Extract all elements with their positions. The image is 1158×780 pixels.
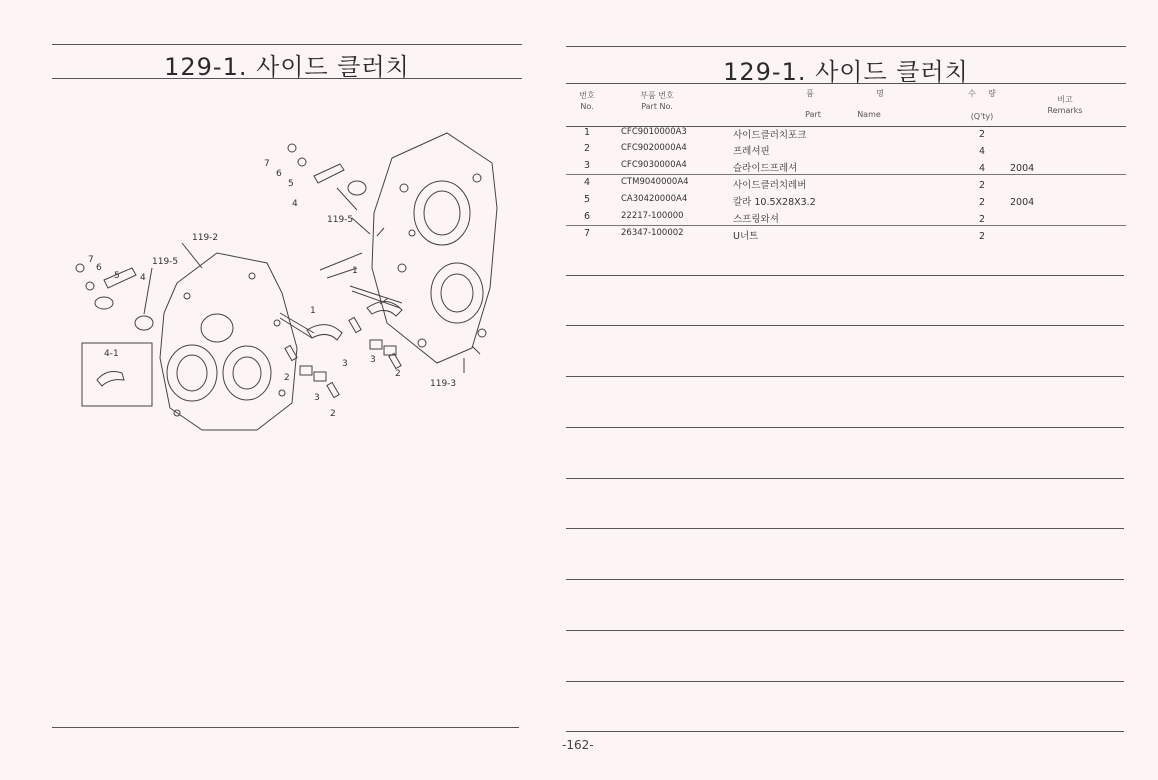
left-title-top-rule	[52, 44, 522, 45]
header-no-en: No.	[580, 102, 594, 111]
ruled-line	[566, 325, 1124, 326]
header-qty-en: (Q'ty)	[970, 112, 994, 121]
callout-7-a: 7	[88, 255, 94, 265]
row-part-no: CFC9010000A3	[621, 127, 687, 137]
row-no: 3	[584, 160, 591, 171]
row-qty: 2	[979, 129, 986, 140]
row-qty: 2	[979, 197, 986, 208]
page-number: -162-	[562, 738, 594, 752]
callout-119-5-right: 119-5	[327, 215, 354, 225]
right-title-bottom-rule	[566, 83, 1126, 84]
row-part-no: CFC9020000A4	[621, 143, 687, 153]
callout-3-c: 3	[342, 359, 348, 369]
callout-119-2: 119-2	[192, 233, 219, 243]
right-title-top-rule	[566, 46, 1126, 47]
callout-4-b: 4	[292, 199, 298, 209]
row-no: 1	[584, 127, 591, 138]
ruled-line	[566, 681, 1124, 682]
exploded-parts-diagram	[52, 118, 522, 448]
row-part-no: CTM9040000A4	[621, 177, 689, 187]
ruled-line	[566, 478, 1124, 479]
callout-119-3: 119-3	[430, 379, 457, 389]
callout-7-b: 7	[264, 159, 270, 169]
row-no: 6	[584, 211, 591, 222]
row-name: 사이드클러치레버	[733, 180, 807, 191]
row-qty: 2	[979, 231, 986, 242]
ruled-line	[566, 630, 1124, 631]
callout-1-b: 1	[352, 266, 358, 276]
row-qty: 4	[979, 163, 986, 174]
header-part-no-en: Part No.	[641, 102, 673, 111]
ruled-line	[566, 579, 1124, 580]
row-group-rule	[566, 174, 1126, 175]
row-name: 프레셔핀	[733, 146, 770, 157]
housing-119-2	[160, 253, 297, 430]
ruled-line	[566, 528, 1124, 529]
callout-3-b: 3	[370, 355, 376, 365]
callout-1-a: 1	[310, 306, 316, 316]
callout-2-c: 2	[395, 369, 401, 379]
ruled-line	[566, 275, 1124, 276]
left-title-bottom-rule	[52, 78, 522, 79]
callout-5-b: 5	[288, 179, 294, 189]
row-remarks: 2004	[1010, 163, 1035, 174]
ruled-line	[566, 376, 1124, 377]
header-name-en-1: Part	[805, 110, 821, 119]
row-remarks: 2004	[1010, 197, 1035, 208]
row-group-rule	[566, 225, 1126, 226]
header-name-ko-2: 명	[876, 89, 884, 98]
header-qty-ko-2: 량	[988, 89, 996, 98]
header-remarks-ko: 비고	[1057, 95, 1073, 104]
callout-6-a: 6	[96, 263, 102, 273]
row-no: 7	[584, 228, 591, 239]
left-page-title: 129-1. 사이드 클러치	[164, 53, 410, 81]
row-part-no: 22217-100000	[621, 211, 684, 221]
callout-5-a: 5	[114, 271, 120, 281]
row-part-no: 26347-100002	[621, 228, 684, 238]
row-name: 슬라이드프레셔	[733, 163, 798, 174]
row-no: 4	[584, 177, 591, 188]
header-no-ko: 번호	[579, 91, 595, 100]
header-name-en-2: Name	[857, 110, 881, 119]
row-name: 스프링와셔	[733, 214, 779, 225]
header-name-ko-1: 품	[806, 89, 814, 98]
ruled-line	[566, 731, 1124, 732]
header-qty-ko-1: 수	[968, 89, 976, 98]
housing-119-3	[372, 133, 497, 363]
row-qty: 2	[979, 180, 986, 191]
row-qty: 4	[979, 146, 986, 157]
row-name: 사이드클러치포크	[733, 130, 807, 141]
row-qty: 2	[979, 214, 986, 225]
callout-3-a: 3	[314, 393, 320, 403]
row-part-no: CFC9030000A4	[621, 160, 687, 170]
row-part-no: CA30420000A4	[621, 194, 688, 204]
callout-4-a: 4	[140, 273, 146, 283]
header-part-no-ko: 부품 번호	[640, 91, 674, 100]
callout-2-a: 2	[284, 373, 290, 383]
header-remarks-en: Remarks	[1047, 106, 1083, 115]
callout-2-b: 2	[330, 409, 336, 419]
row-name: 칼라 10.5X28X3.2	[733, 197, 816, 208]
ruled-line	[566, 427, 1124, 428]
left-bottom-rule	[52, 727, 519, 728]
row-no: 5	[584, 194, 591, 205]
callout-4-1: 4-1	[104, 349, 119, 359]
callout-6-b: 6	[276, 169, 282, 179]
callout-119-5-left: 119-5	[152, 257, 179, 267]
row-name: U너트	[733, 231, 759, 242]
right-page-title: 129-1. 사이드 클러치	[723, 58, 969, 86]
row-no: 2	[584, 143, 591, 154]
